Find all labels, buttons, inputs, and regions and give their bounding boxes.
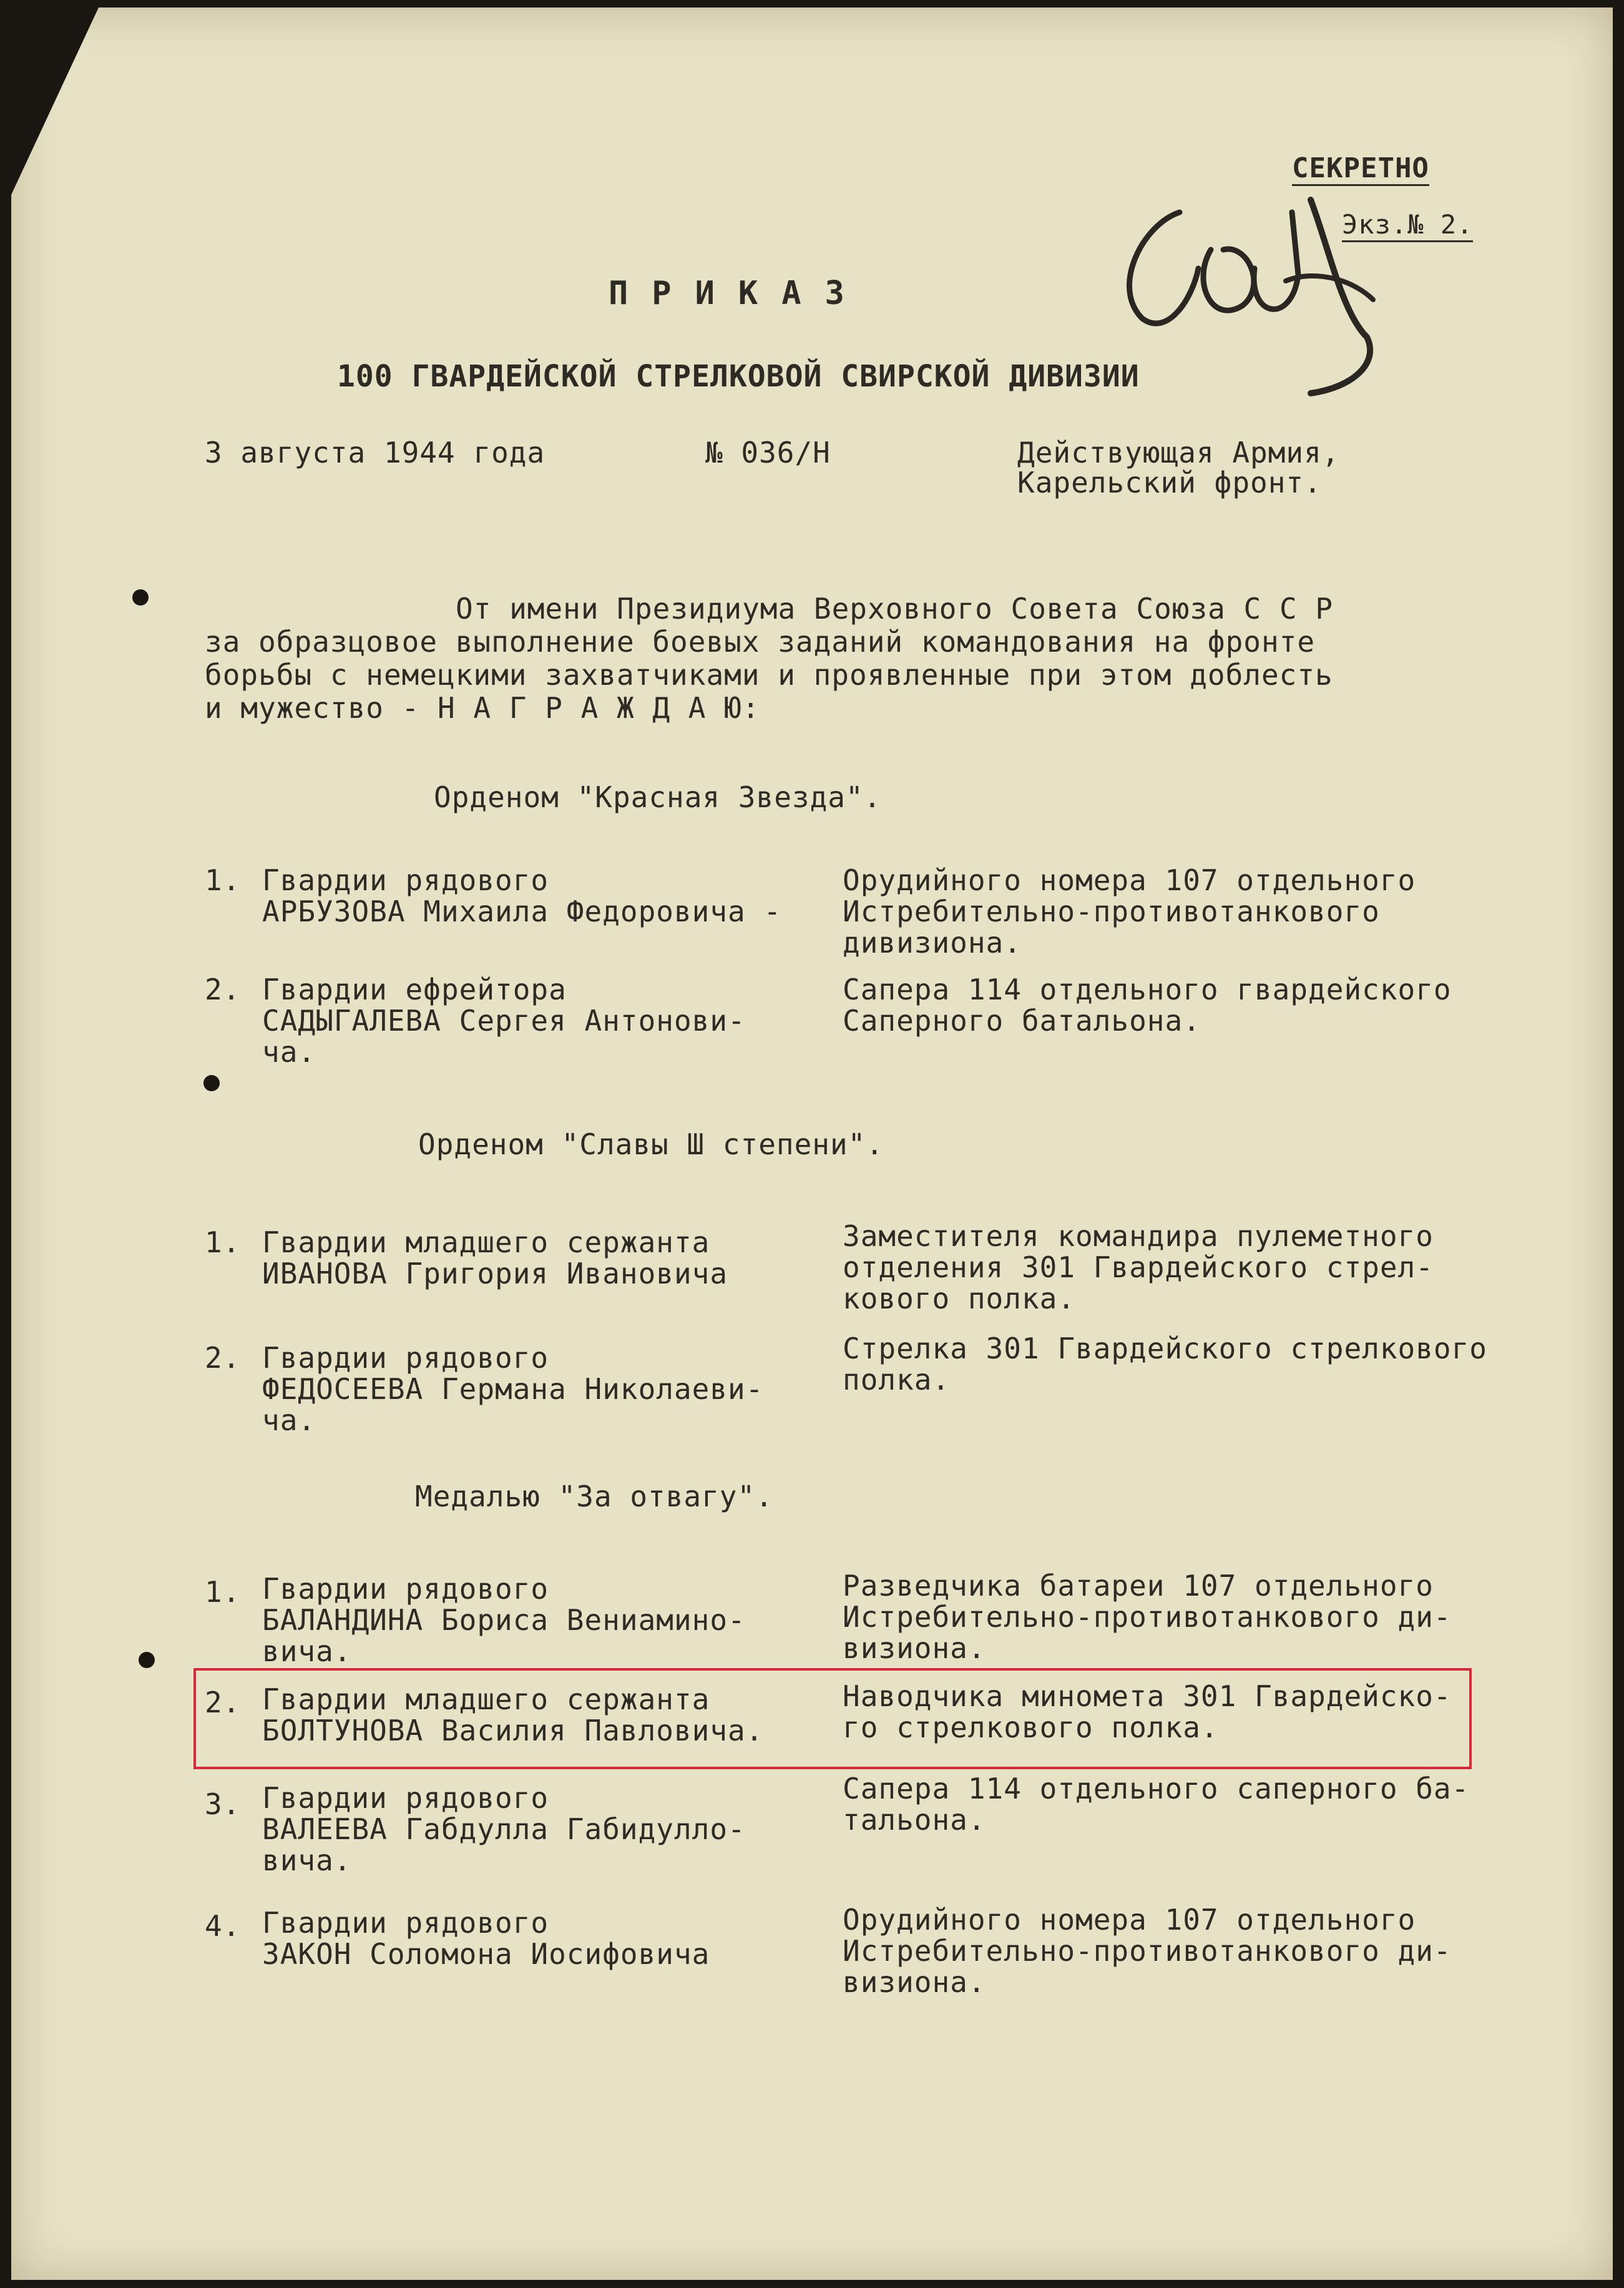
punch-hole xyxy=(132,589,149,606)
punch-hole xyxy=(139,1652,155,1668)
entry-number: 1. xyxy=(205,1575,241,1609)
entry-position: Наводчика миномета 301 Гвардейско- xyxy=(843,1679,1452,1713)
entry-position: визиона. xyxy=(843,1965,986,1999)
entry-position: Саперного батальона. xyxy=(843,1004,1201,1038)
place-line-1: Действующая Армия, xyxy=(1017,436,1340,469)
entry-position: тальона. xyxy=(843,1803,986,1837)
entry-position: Сапера 114 отдельного саперного ба- xyxy=(843,1772,1470,1805)
entry-rank: Гвардии рядового xyxy=(262,863,549,897)
entry-rank: Гвардии рядового xyxy=(262,1906,549,1940)
entry-number: 3. xyxy=(205,1787,241,1821)
preamble-line: и мужество - Н А Г Р А Ж Д А Ю: xyxy=(205,691,760,725)
order-date: 3 августа 1944 года xyxy=(205,436,545,469)
entry-name: БОЛТУНОВА Василия Павловича. xyxy=(262,1714,764,1747)
entry-rank: Гвардии рядового xyxy=(262,1781,549,1815)
entry-position: Орудийного номера 107 отдельного xyxy=(843,1903,1416,1937)
entry-position: Разведчика батареи 107 отдельного xyxy=(843,1569,1434,1603)
entry-rank: Гвардии младшего сержанта xyxy=(262,1225,710,1259)
entry-position: Стрелка 301 Гвардейского стрелкового xyxy=(843,1332,1487,1365)
document-title: ПРИКАЗ xyxy=(609,275,868,312)
entry-name: ча. xyxy=(262,1035,316,1069)
entry-number: 2. xyxy=(205,1686,241,1719)
entry-position: Истребительно-противотанкового xyxy=(843,895,1380,928)
entry-rank: Гвардии ефрейтора xyxy=(262,973,567,1006)
entry-position: полка. xyxy=(843,1363,951,1397)
entry-number: 1. xyxy=(205,1225,241,1259)
entry-name: ча. xyxy=(262,1403,316,1437)
entry-number: 2. xyxy=(205,1341,241,1375)
entry-position: Сапера 114 отдельного гвардейского xyxy=(843,973,1452,1006)
preamble-line: за образцовое выполнение боевых заданий командования на фронте xyxy=(205,625,1316,659)
entry-name: БАЛАНДИНА Бориса Вениамино- xyxy=(262,1603,746,1637)
punch-hole xyxy=(203,1075,220,1091)
division-name: 100 ГВАРДЕЙСКОЙ СТРЕЛКОВОЙ СВИРСКОЙ ДИВИЗИИ xyxy=(337,359,1140,394)
entry-name: ФЕДОСЕЕВА Германа Николаеви- xyxy=(262,1372,764,1406)
entry-name: САДЫГАЛЕВА Сергея Антонови- xyxy=(262,1004,746,1038)
order-number: № 036/Н xyxy=(705,436,831,469)
entry-number: 1. xyxy=(205,863,241,897)
entry-position: Орудийного номера 107 отдельного xyxy=(843,863,1416,897)
entry-name: вича. xyxy=(262,1844,352,1877)
entry-number: 2. xyxy=(205,973,241,1006)
entry-rank: Гвардии рядового xyxy=(262,1341,549,1375)
handwritten-signature xyxy=(1105,175,1454,412)
torn-corner xyxy=(11,7,99,195)
preamble-line: От имени Президиума Верховного Совета Союза С С Р xyxy=(456,592,1334,626)
entry-position: дивизиона. xyxy=(843,926,1022,960)
copy-number: Экз.№ 2. xyxy=(1342,209,1473,242)
section-heading: Орденом "Красная Звезда". xyxy=(434,780,882,814)
entry-position: визиона. xyxy=(843,1631,986,1665)
entry-name: ВАЛЕЕВА Габдулла Габидулло- xyxy=(262,1812,746,1846)
entry-position: го стрелкового полка. xyxy=(843,1711,1219,1744)
entry-position: Заместителя командира пулеметного xyxy=(843,1219,1434,1253)
entry-rank: Гвардии младшего сержанта xyxy=(262,1682,710,1716)
entry-position: Истребительно-противотанкового ди- xyxy=(843,1934,1452,1968)
section-heading: Медалью "За отвагу". xyxy=(415,1480,773,1513)
entry-name: АРБУЗОВА Михаила Федоровича - xyxy=(262,895,782,928)
entry-name: ЗАКОН Соломона Иосифовича xyxy=(262,1937,710,1971)
entry-position: Истребительно-противотанкового ди- xyxy=(843,1600,1452,1634)
entry-name: вича. xyxy=(262,1634,352,1668)
entry-rank: Гвардии рядового xyxy=(262,1572,549,1606)
place-line-2: Карельский фронт. xyxy=(1017,466,1322,499)
secret-stamp: СЕКРЕТНО xyxy=(1292,153,1429,186)
entry-position: кового полка. xyxy=(843,1282,1076,1315)
preamble-line: борьбы с немецкими захватчиками и проявленные при этом доблесть xyxy=(205,658,1333,692)
entry-position: отделения 301 Гвардейского стрел- xyxy=(843,1250,1434,1284)
entry-name: ИВАНОВА Григория Ивановича xyxy=(262,1257,728,1290)
entry-number: 4. xyxy=(205,1909,241,1943)
section-heading: Орденом "Славы Ш степени". xyxy=(418,1127,884,1161)
